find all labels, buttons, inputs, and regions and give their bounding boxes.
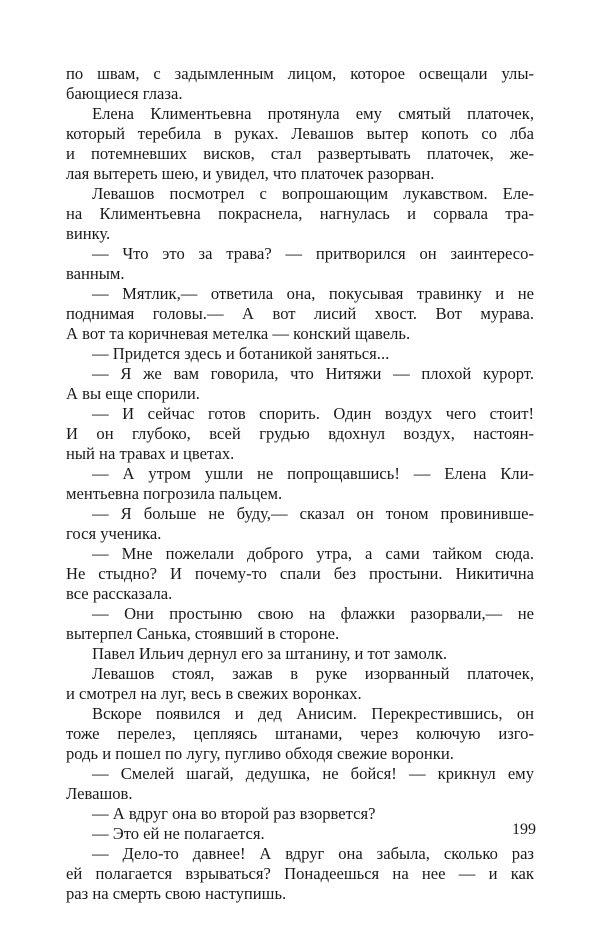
text-line: — Мятлик,— ответила она, покусывая травинку и не [92, 284, 534, 303]
text-line: — Придется здесь и ботаникой заняться... [92, 344, 390, 363]
text-line: вытерпел Санька, стоявший в стороне. [66, 624, 340, 643]
text-line: винку. [66, 224, 111, 243]
text-line: ментьевна погрозила пальцем. [66, 484, 283, 503]
text-line: ей полагается взрываться? Понадеешься на нее — и как [66, 864, 534, 883]
text-line: А вот та коричневая метелка — конский щавель. [66, 324, 411, 343]
text-line: на Климентьевна покраснела, нагнулась и сорвала тра- [66, 204, 534, 223]
text-line: тоже перелез, цепляясь штанами, через колючую изго- [66, 724, 534, 743]
text-line: — И сейчас готов спорить. Один воздух чего стоит! [92, 404, 534, 423]
text-line: Вскоре появился и дед Анисим. Перекрестившись, он [92, 704, 534, 723]
text-line: гося ученика. [66, 524, 162, 543]
text-line: — Что это за трава? — притворился он заинтересо- [92, 244, 534, 263]
text-line: — Я больше не буду,— сказал он тоном провинивше- [92, 504, 534, 523]
text-line: — А вдруг она во второй раз взорвется? [92, 804, 376, 823]
text-line: поднимая головы.— А вот лисий хвост. Вот мурава. [66, 304, 534, 323]
text-line: по швам, с задымленным лицом, которое освещали улы- [66, 64, 534, 83]
text-line: который теребила в руках. Левашов вытер копоть со лба [66, 124, 534, 143]
text-line: И он глубоко, всей грудью вдохнул воздух, настоян- [66, 424, 534, 443]
text-line: Елена Климентьевна протянула ему смятый платочек, [92, 104, 534, 123]
page-number: 199 [512, 821, 536, 838]
text-line: — Смелей шагай, дедушка, не бойся! — крикнул ему [92, 764, 534, 783]
text-line: Не стыдно? И почему-то спали без простыни. Никитична [66, 564, 534, 583]
text-line: и потемневших висков, стал развертывать платочек, же- [66, 144, 534, 163]
text-line: Левашов стоял, зажав в руке изорванный платочек, [92, 664, 534, 683]
text-line: Павел Ильич дернул его за штанину, и тот замолк. [92, 644, 448, 663]
text-line: ванным. [66, 264, 125, 283]
text-line: А вы еще спорили. [66, 384, 200, 403]
text-line: — Они простыню свою на флажки разорвали,— не [92, 604, 534, 623]
text-line: бающиеся глаза. [66, 84, 183, 103]
text-line: ный на травах и цветах. [66, 444, 235, 463]
text-line: и смотрел на луг, весь в свежих воронках. [66, 684, 362, 703]
text-line: Левашов посмотрел с вопрошающим лукавством. Еле- [92, 184, 534, 203]
text-line: все рассказала. [66, 584, 173, 603]
text-line: — А утром ушли не попрощавшись! — Елена Кли- [92, 464, 534, 483]
book-page-text [66, 64, 534, 904]
text-line: родь и пошел по лугу, пугливо обходя свежие воронки. [66, 744, 454, 763]
text-line: Левашов. [66, 784, 133, 803]
text-line: — Дело-то давнее! А вдруг она забыла, сколько раз [92, 844, 534, 863]
text-line: лая вытереть шею, и увидел, что платочек разорван. [66, 164, 435, 183]
text-line: — Мне пожелали доброго утра, а сами тайком сюда. [92, 544, 534, 563]
text-line: раз на смерть свою наступишь. [66, 884, 287, 903]
text-line: — Это ей не полагается. [92, 824, 265, 843]
text-line: — Я же вам говорила, что Нитяжи — плохой курорт. [92, 364, 534, 383]
